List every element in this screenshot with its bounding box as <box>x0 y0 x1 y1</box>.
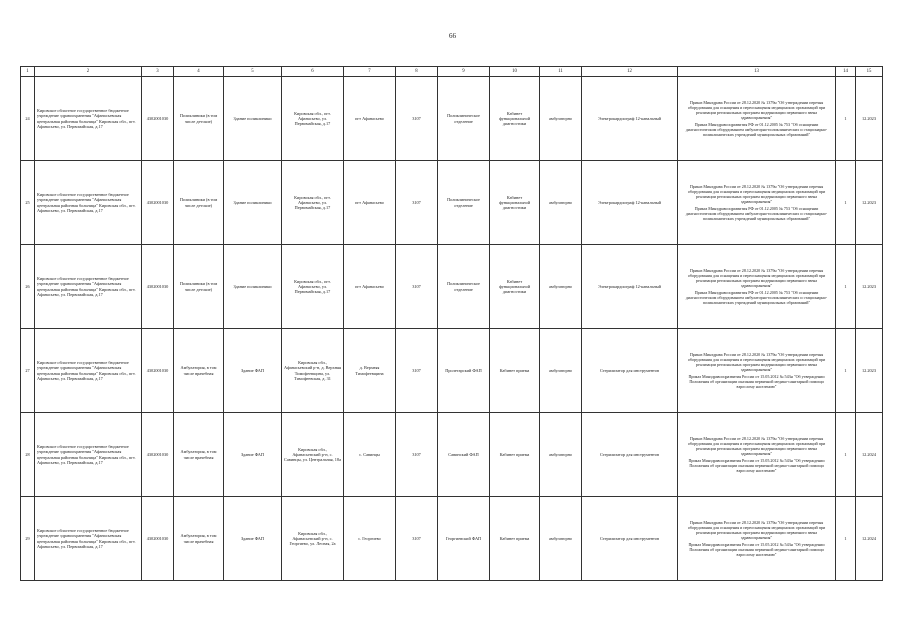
building-cell: Здание ФАП <box>224 497 282 581</box>
row-number: 24 <box>21 77 35 161</box>
quantity-cell: 1 <box>836 497 856 581</box>
header-cell: 2 <box>35 67 142 77</box>
facility-type-cell: Амбулатория, в том числе врачебная <box>174 497 224 581</box>
organization-cell: Кировское областное государственное бюджетное учреждение здравоохранения "Афанасьевская центральная районная больница" Кировская обл., пгт. Афанасьево, ул. Первомайская, д.17 <box>35 329 142 413</box>
legal-basis-order: Приказ Минздрава России от 28.12.2020 № 1379н "Об утверждении перечня оборудования для оснащения и переоснащения медицинских организаций при реализации региональных программ модернизации первичного звена здравоохранения" <box>687 519 826 540</box>
locality-cell: пгт Афанасьево <box>344 245 396 329</box>
department-cell: Поликлиническое отделение <box>438 161 490 245</box>
facility-type-cell: Поликлиники (в том числе детские) <box>174 245 224 329</box>
legal-basis-cell <box>678 161 836 245</box>
header-cell: 6 <box>282 67 344 77</box>
quantity-cell: 1 <box>836 413 856 497</box>
equipment-cell: Стерилизатор для инструментов <box>582 329 678 413</box>
date-cell: 12.2023 <box>856 161 883 245</box>
date-cell: 12.2024 <box>856 413 883 497</box>
department-cell: Поликлиническое отделение <box>438 77 490 161</box>
quantity-cell: 1 <box>836 161 856 245</box>
address-cell: Кировская обл., пгт. Афанасьево, ул. Первомайская, д.17 <box>282 161 344 245</box>
equipment-register-table <box>20 66 883 581</box>
header-cell: 3 <box>142 67 174 77</box>
department-cell: Пролетарский ФАП <box>438 329 490 413</box>
org-code-cell: 4302001030 <box>142 413 174 497</box>
legal-basis-order: Приказ Минздравсоцразвития России от 15.05.2012 № 543н "Об утверждении Положения об организации оказания первичной медико-санитарной помощи взрослому населению" <box>688 374 825 390</box>
legal-basis-cell <box>678 77 836 161</box>
header-cell: 4 <box>174 67 224 77</box>
table-row <box>21 497 883 581</box>
header-cell: 12 <box>582 67 678 77</box>
legal-basis-cell <box>678 245 836 329</box>
row-number: 28 <box>21 413 35 497</box>
care-form-cell: амбулаторно <box>540 497 582 581</box>
oktmo-cell: 3107 <box>396 77 438 161</box>
date-cell: 12.2024 <box>856 497 883 581</box>
organization-cell: Кировское областное государственное бюджетное учреждение здравоохранения "Афанасьевская центральная районная больница" Кировская обл., пгт. Афанасьево, ул. Первомайская, д.17 <box>35 161 142 245</box>
address-cell: Кировская обл., Афанасьевский р-н, с. Савинцы, ул. Центральная, 18а <box>282 413 344 497</box>
department-cell: Савинский ФАП <box>438 413 490 497</box>
table-row <box>21 161 883 245</box>
legal-basis-order: Приказ Минздрава России от 28.12.2020 № 1379н "Об утверждении перечня оборудования для оснащения и переоснащения медицинских организаций при реализации региональных программ модернизации первичного звена здравоохранения" <box>687 435 826 456</box>
header-cell: 5 <box>224 67 282 77</box>
legal-basis-order: Приказ Минздравсоцразвития РФ от 01.12.2005 № 753 "Об оснащении диагностическим оборудованием амбулаторно-поликлинических и стационарно-поликлинических учреждений муниципальных образований" <box>685 206 828 222</box>
facility-type-cell: Поликлиники (в том числе детские) <box>174 77 224 161</box>
facility-type-cell: Амбулатория, в том числе врачебная <box>174 329 224 413</box>
organization-cell: Кировское областное государственное бюджетное учреждение здравоохранения "Афанасьевская центральная районная больница" Кировская обл., пгт. Афанасьево, ул. Первомайская, д.17 <box>35 77 142 161</box>
room-cell: Кабинет приема <box>490 497 540 581</box>
care-form-cell: амбулаторно <box>540 161 582 245</box>
row-number: 29 <box>21 497 35 581</box>
table-row <box>21 413 883 497</box>
date-cell: 12.2023 <box>856 329 883 413</box>
header-cell: 10 <box>490 67 540 77</box>
header-cell: 14 <box>836 67 856 77</box>
care-form-cell: амбулаторно <box>540 77 582 161</box>
header-cell: 9 <box>438 67 490 77</box>
org-code-cell: 4302001030 <box>142 497 174 581</box>
header-cell: 15 <box>856 67 883 77</box>
equipment-cell: Стерилизатор для инструментов <box>582 413 678 497</box>
building-cell: Здание поликлиники <box>224 245 282 329</box>
legal-basis-order: Приказ Минздрава России от 28.12.2020 № 1379н "Об утверждении перечня оборудования для оснащения и переоснащения медицинских организаций при реализации региональных программ модернизации первичного звена здравоохранения" <box>687 183 826 204</box>
oktmo-cell: 3107 <box>396 329 438 413</box>
row-number: 27 <box>21 329 35 413</box>
org-code-cell: 4302001030 <box>142 77 174 161</box>
legal-basis-cell <box>678 497 836 581</box>
equipment-cell: Электрокардиограф 12-канальный <box>582 77 678 161</box>
building-cell: Здание поликлиники <box>224 161 282 245</box>
address-cell: Кировская обл., пгт. Афанасьево, ул. Первомайская, д.17 <box>282 77 344 161</box>
address-cell: Кировская обл., Афанасьевский р-н, д. Верхняя Тимофеевщина, ул. Тимофеевская, д. 31 <box>282 329 344 413</box>
organization-cell: Кировское областное государственное бюджетное учреждение здравоохранения "Афанасьевская центральная районная больница" Кировская обл., пгт. Афанасьево, ул. Первомайская, д.17 <box>35 413 142 497</box>
care-form-cell: амбулаторно <box>540 245 582 329</box>
address-cell: Кировская обл., Афанасьевский р-н, с. Георгиево, ул. Лесная, 2а <box>282 497 344 581</box>
oktmo-cell: 3107 <box>396 245 438 329</box>
legal-basis-cell <box>678 413 836 497</box>
oktmo-cell: 3107 <box>396 413 438 497</box>
oktmo-cell: 3107 <box>396 161 438 245</box>
quantity-cell: 1 <box>836 77 856 161</box>
address-cell: Кировская обл., пгт. Афанасьево, ул. Первомайская, д.17 <box>282 245 344 329</box>
legal-basis-order: Приказ Минздрава России от 28.12.2020 № 1379н "Об утверждении перечня оборудования для оснащения и переоснащения медицинских организаций при реализации региональных программ модернизации первичного звена здравоохранения" <box>687 99 826 120</box>
locality-cell: д. Верхняя Тимофеевщина <box>344 329 396 413</box>
organization-cell: Кировское областное государственное бюджетное учреждение здравоохранения "Афанасьевская центральная районная больница" Кировская обл., пгт. Афанасьево, ул. Первомайская, д.17 <box>35 245 142 329</box>
table-row <box>21 329 883 413</box>
org-code-cell: 4302001030 <box>142 245 174 329</box>
legal-basis-order: Приказ Минздравсоцразвития России от 15.05.2012 № 543н "Об утверждении Положения об организации оказания первичной медико-санитарной помощи взрослому населению" <box>688 542 825 558</box>
table-row <box>21 77 883 161</box>
department-cell: Георгиевский ФАП <box>438 497 490 581</box>
row-number: 25 <box>21 161 35 245</box>
header-cell: 1 <box>21 67 35 77</box>
equipment-cell: Электрокардиограф 12-канальный <box>582 161 678 245</box>
room-cell: Кабинет функциональной диагностики <box>490 245 540 329</box>
room-cell: Кабинет функциональной диагностики <box>490 161 540 245</box>
table-body <box>21 77 883 581</box>
equipment-cell: Электрокардиограф 12-канальный <box>582 245 678 329</box>
header-cell: 13 <box>678 67 836 77</box>
room-cell: Кабинет приема <box>490 329 540 413</box>
organization-cell: Кировское областное государственное бюджетное учреждение здравоохранения "Афанасьевская центральная районная больница" Кировская обл., пгт. Афанасьево, ул. Первомайская, д.17 <box>35 497 142 581</box>
room-cell: Кабинет функциональной диагностики <box>490 77 540 161</box>
equipment-cell: Стерилизатор для инструментов <box>582 497 678 581</box>
building-cell: Здание поликлиники <box>224 77 282 161</box>
locality-cell: с. Георгиево <box>344 497 396 581</box>
legal-basis-order: Приказ Минздрава России от 28.12.2020 № 1379н "Об утверждении перечня оборудования для оснащения и переоснащения медицинских организаций при реализации региональных программ модернизации первичного звена здравоохранения" <box>687 267 826 288</box>
header-row <box>21 67 883 77</box>
date-cell: 12.2023 <box>856 245 883 329</box>
care-form-cell: амбулаторно <box>540 329 582 413</box>
table-row <box>21 245 883 329</box>
care-form-cell: амбулаторно <box>540 413 582 497</box>
legal-basis-cell <box>678 329 836 413</box>
facility-type-cell: Амбулатория, в том числе врачебная <box>174 413 224 497</box>
oktmo-cell: 3107 <box>396 497 438 581</box>
row-number: 26 <box>21 245 35 329</box>
quantity-cell: 1 <box>836 245 856 329</box>
facility-type-cell: Поликлиники (в том числе детские) <box>174 161 224 245</box>
legal-basis-order: Приказ Минздравсоцразвития РФ от 01.12.2005 № 753 "Об оснащении диагностическим оборудованием амбулаторно-поликлинических и стационарно-поликлинических учреждений муниципальных образований" <box>685 290 828 306</box>
header-cell: 7 <box>344 67 396 77</box>
legal-basis-order: Приказ Минздрава России от 28.12.2020 № 1379н "Об утверждении перечня оборудования для оснащения и переоснащения медицинских организаций при реализации региональных программ модернизации первичного звена здравоохранения" <box>687 351 826 372</box>
quantity-cell: 1 <box>836 329 856 413</box>
legal-basis-order: Приказ Минздравсоцразвития РФ от 01.12.2005 № 753 "Об оснащении диагностическим оборудованием амбулаторно-поликлинических и стационарно-поликлинических учреждений муниципальных образований" <box>685 122 828 138</box>
building-cell: Здание ФАП <box>224 413 282 497</box>
building-cell: Здание ФАП <box>224 329 282 413</box>
locality-cell: пгт Афанасьево <box>344 77 396 161</box>
org-code-cell: 4302001030 <box>142 329 174 413</box>
date-cell: 12.2023 <box>856 77 883 161</box>
page-number: 66 <box>449 32 456 40</box>
header-cell: 11 <box>540 67 582 77</box>
legal-basis-order: Приказ Минздравсоцразвития России от 15.05.2012 № 543н "Об утверждении Положения об организации оказания первичной медико-санитарной помощи взрослому населению" <box>688 458 825 474</box>
locality-cell: с. Савинцы <box>344 413 396 497</box>
org-code-cell: 4302001030 <box>142 161 174 245</box>
header-cell: 8 <box>396 67 438 77</box>
room-cell: Кабинет приема <box>490 413 540 497</box>
department-cell: Поликлиническое отделение <box>438 245 490 329</box>
locality-cell: пгт Афанасьево <box>344 161 396 245</box>
